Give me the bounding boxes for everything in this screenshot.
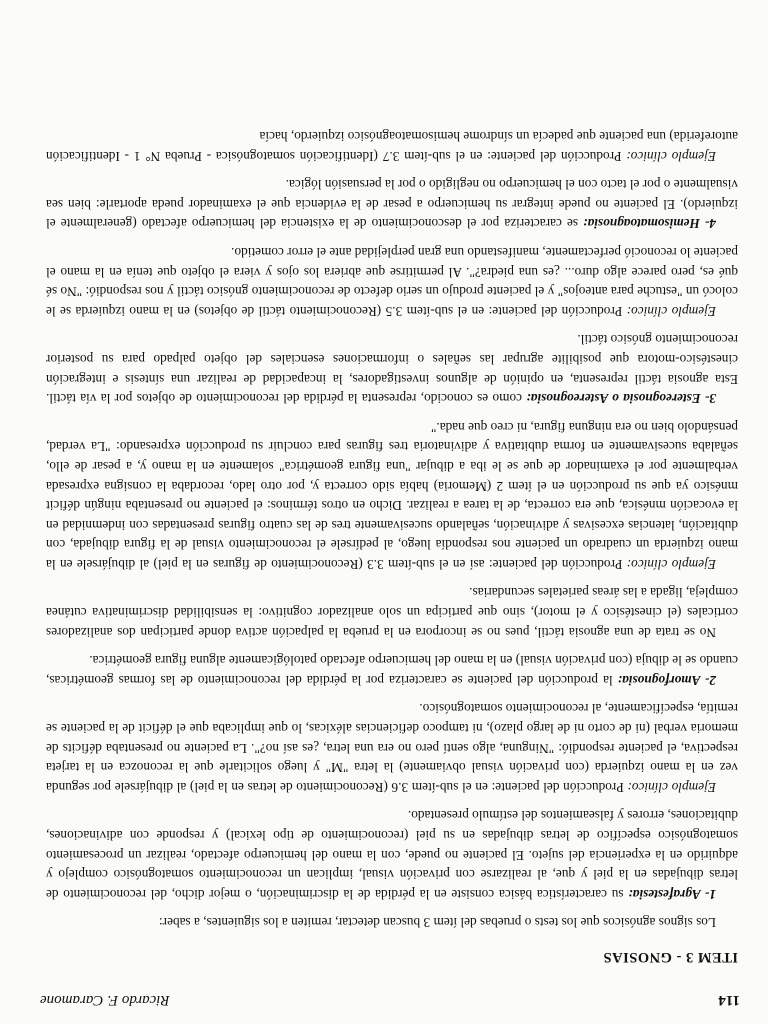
paragraph-text: como es conocido, representa la pérdida del reconocimiento de objetos por la vía táctil. Esta agnosia táctil representa, en opinión de algunos investigadores, la incapacidad de realizar una síntesis e integración cinestésico-motora que posibilite agrupar las señales o informaciones esenciales del objeto palpado para su posterior reconocimiento gnósico táctil.	[45, 332, 738, 407]
paragraph-text: Producción del paciente: en el sub-ítem 3.5 (Reconocimiento táctil de objetos) en la mano izquierda se le colocó un "estuche para anteojos" y el paciente produjo un serio defecto de reconocimiento gnósico táctil y nos respondió: "No sé qué es, pero parece algo duro... ¿es una piedra?". Al permitirse que abriera los ojos y viera el objeto que tenía en la mano el paciente lo reconoció perfectamente, manifestando una gran perplejidad ante el error cometido.	[45, 245, 738, 319]
term-heading: 4- Hemisomatoagnosia:	[583, 216, 716, 232]
paragraph	[46, 651, 738, 690]
example-label: Ejemplo clínico:	[626, 303, 716, 319]
paragraph	[46, 583, 738, 642]
term-heading: 1- Agrafestesia:	[628, 886, 716, 902]
paragraph	[46, 330, 738, 408]
running-head-author: Ricardo F. Caramone	[40, 992, 170, 1008]
paragraph	[46, 126, 738, 165]
paragraph-text: No se trata de una agnosia táctil, pues no se incorpora en la prueba la palpación activa donde participan dos analizadores corticales (el cinestésico y el motor), sino que participa un solo analizador cognitivo: la sensibilidad discriminativa cutánea compleja, ligada a las áreas parietales secundarias.	[46, 585, 738, 640]
paragraph	[46, 175, 738, 234]
term-heading: 2- Amorfognosia:	[617, 672, 716, 688]
section-title: ITEM 3 - GNOSIAS	[603, 949, 738, 965]
example-label: Ejemplo clínico:	[627, 779, 716, 795]
term-heading: 3- Estereognosia o Astereognosia:	[526, 391, 716, 407]
paragraph	[46, 417, 738, 574]
paragraph	[46, 242, 738, 320]
example-label: Ejemplo clínico:	[626, 148, 716, 164]
running-head	[40, 991, 740, 1008]
page-number: 114	[718, 992, 740, 1008]
paragraph-text: Producción del paciente: en el sub-ítem 3.6 (Reconocimiento de letras en la piel) al dibujársele por segunda vez en la mano izquierda (con privación visual obviamente) la letra "M" y luego solicitarle que la reconozca en la tarjeta respectiva, el paciente respondió: "Ninguna, algo sentí pero no era una letra, ¿es así no?". La paciente no presentaba déficits de memoria verbal (ni de corto ni de largo plazo), ni tampoco deficiencias aléxicas, lo que implicaba que el déficit de la paciente se remitía, específicamente, al reconocimiento somatognósico.	[46, 701, 738, 795]
paragraph-text: Los signos agnósicos que los tests o pruebas del ítem 3 buscan detectar, remiten a los siguientes, a saber:	[158, 915, 716, 931]
paragraph-text: se caracteriza por el desconocimiento de la existencia del hemicuerpo afectado (generalmente el izquierdo). El paciente no puede integrar su hemicuerpo a pesar de la evidencia que el examinador pueda aportarle: bien sea visualmente o por el tacto con el hemicuerpo no negligido o por la persuasión lógica.	[45, 177, 738, 232]
paragraph-text: su característica básica consiste en la pérdida de la discriminación, o mejor dicho, del reconocimiento de letras dibujadas en la piel y que, al realizarse con privación visual, implican un reconocimiento somatognósico complejo y adquirido en la experiencia del sujeto. El paciente no puede, con la mano del hemicuerpo afectado, realizar un procesamiento somatognósico específico de letras dibujadas en su piel (reconocimiento de tipo lexical) y responde con adivinaciones, dubitaciones, errores y falseamientos del estímulo presentado.	[45, 808, 738, 902]
paragraph-list	[46, 126, 738, 932]
paragraph-text: la producción del paciente se caracteriza por la pérdida del reconocimiento de las formas geométricas, cuando se le dibuja (con privación visual) en la mano del hemicuerpo afectado patológicamente alguna figura geométrica.	[46, 653, 738, 688]
body-text	[46, 117, 738, 970]
paragraph	[46, 699, 738, 797]
paragraph	[46, 913, 738, 933]
paragraph	[46, 806, 738, 904]
paragraph-text: Producción del paciente: en el sub-ítem 3.7 (Identificación somatognósica - Prueba N° 1 - Identificación autoreferida) una paciente que padecía un síndrome hemisomatoagnósico izquierdo, hacía	[45, 129, 738, 164]
example-label: Ejemplo clínico:	[626, 556, 716, 572]
paragraph-text: Producción del paciente: así en el sub-ítem 3.3 (Reconocimiento de figuras en la piel) al dibujársele en la mano izquierda un cuadrado un paciente nos respondía luego, al pedírsele el reconocimiento visual de la figura dibujada, con dubitación, latencias excesivas y adivinación, señalando sucesivamente tres de las cuatro figuras presentadas con indemnidad en la evocación mnésica, que era correcta, de la tarea a realizar. Dicho en otros términos: el paciente no presentaba ningún déficit mnésico ya que su producción en el ítem 2 (Memoria) había sido correcta y, por otro lado, recordaba la consigna expresada verbalmente por el examinador de que se le iba a dibujar "una figura geométrica" solamente en la mano y, a pesar de ello, señalaba sucesivamente en forma dubitativa y adivinatoria tres figuras para concluir su producción expresando: "La verdad, pensándolo bien no era ninguna figura, ni creo que nada."	[45, 419, 738, 572]
